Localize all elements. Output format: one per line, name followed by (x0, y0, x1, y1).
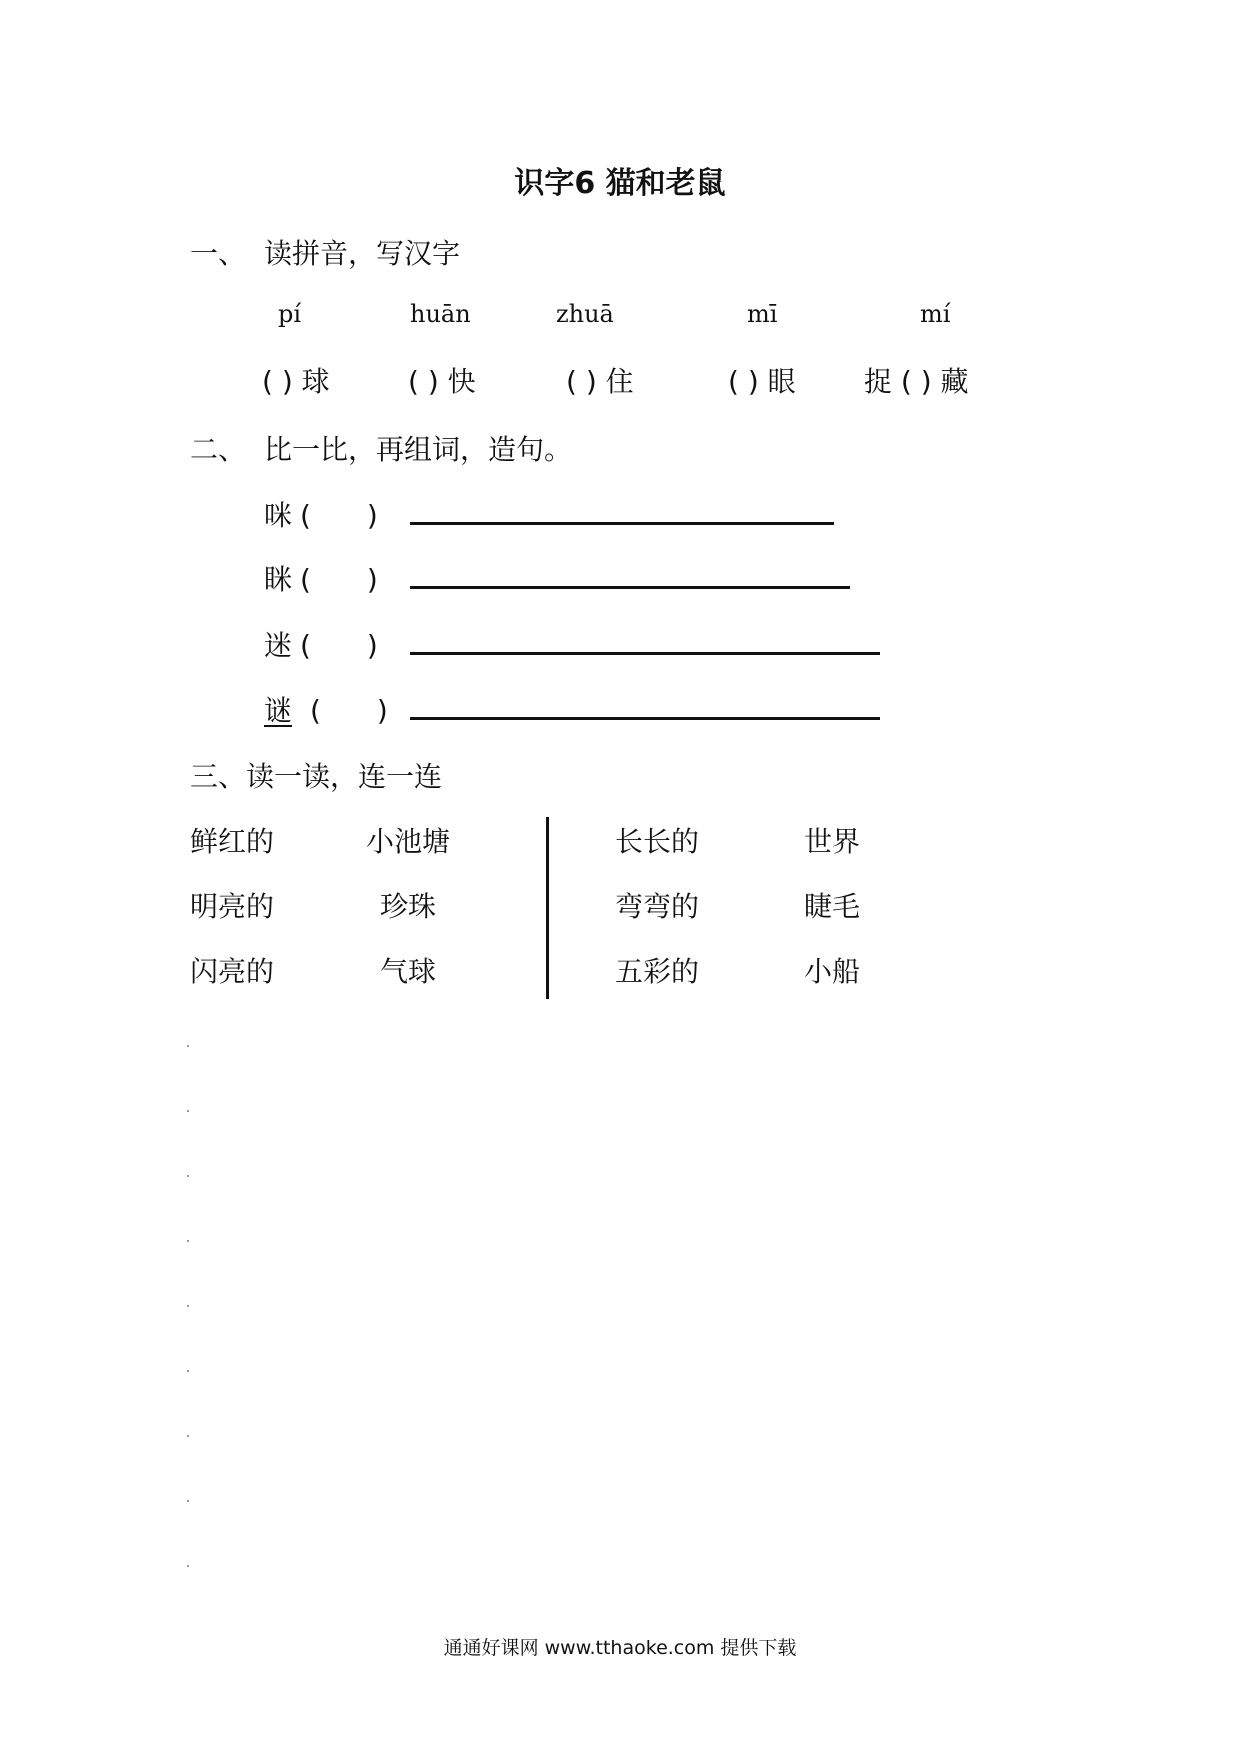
margin-dot (187, 1110, 189, 1112)
answer-line-2[interactable] (410, 586, 850, 589)
answer-line-1[interactable] (410, 522, 834, 525)
match-left-target-1: 小池塘 (366, 825, 451, 858)
pinyin-3: zhuā (556, 300, 614, 328)
match-right-word-2: 弯弯的 (615, 890, 700, 923)
margin-dot (187, 1045, 189, 1047)
match-right-target-2: 睫毛 (804, 890, 861, 923)
fill-blank-2: ( ) 快 (408, 365, 476, 398)
fill-blank-4: ( ) 眼 (728, 365, 796, 398)
section-2-number: 二、 (190, 433, 247, 466)
compare-char-4: 谜 (264, 694, 293, 727)
match-right-word-1: 长长的 (615, 825, 700, 858)
match-right-target-3: 小船 (804, 955, 861, 988)
section-2-heading: 比一比，再组词，造句。 (264, 433, 573, 466)
margin-dot (187, 1305, 189, 1307)
margin-dot (187, 1370, 189, 1372)
answer-line-4[interactable] (410, 717, 880, 720)
match-left-word-1: 鲜红的 (190, 825, 275, 858)
answer-line-3[interactable] (410, 652, 880, 655)
compare-paren-2: ( ) (300, 563, 378, 596)
pinyin-5: mí (920, 300, 951, 328)
column-divider (546, 817, 549, 999)
margin-dot (187, 1500, 189, 1502)
compare-char-2: 眯 (264, 563, 293, 596)
match-right-target-1: 世界 (804, 825, 861, 858)
match-left-target-3: 气球 (380, 955, 437, 988)
match-left-target-2: 珍珠 (380, 890, 437, 923)
pinyin-1: pí (278, 300, 302, 328)
pinyin-4: mī (747, 300, 778, 328)
page-title: 识字6 猫和老鼠 (514, 166, 726, 201)
fill-blank-3: ( ) 住 (566, 365, 634, 398)
section-1-number: 一、 (190, 237, 247, 270)
compare-paren-1: ( ) (300, 499, 378, 532)
fill-blank-5: 捉 ( ) 藏 (864, 365, 969, 398)
section-1-heading: 读拼音，写汉字 (264, 237, 461, 270)
compare-char-3: 迷 (264, 629, 293, 662)
pinyin-2: huān (410, 300, 471, 328)
margin-dot (187, 1435, 189, 1437)
margin-dot (187, 1565, 189, 1567)
match-left-word-3: 闪亮的 (190, 955, 275, 988)
margin-dot (187, 1240, 189, 1242)
section-3-heading: 三、读一读，连一连 (190, 760, 443, 793)
margin-dot (187, 1175, 189, 1177)
fill-blank-1: ( ) 球 (262, 365, 330, 398)
match-right-word-3: 五彩的 (615, 955, 700, 988)
compare-paren-4: ( ) (310, 694, 388, 727)
footer-credit: 通通好课网 www.tthaoke.com 提供下载 (443, 1637, 797, 1659)
compare-paren-3: ( ) (300, 629, 378, 662)
compare-char-1: 咪 (264, 499, 293, 532)
match-left-word-2: 明亮的 (190, 890, 275, 923)
